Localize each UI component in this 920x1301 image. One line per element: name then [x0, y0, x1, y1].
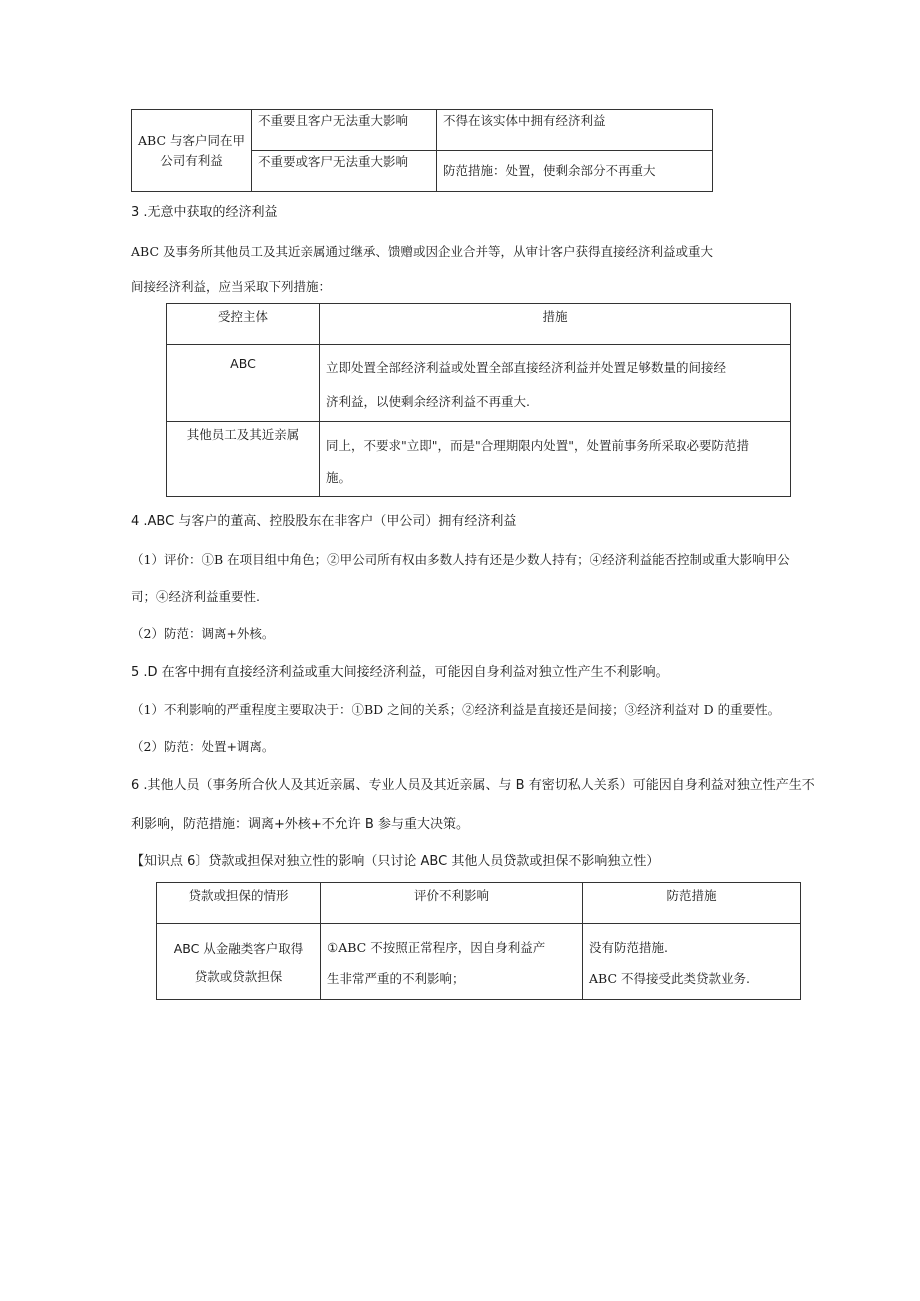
cell-line: 生非常严重的不利影响； [327, 970, 465, 986]
table-header: 贷款或担保的情形 [157, 883, 321, 924]
knowledge-point-heading: 【知识点 6〕贷款或担保对独立性的影响（只讨论 ABC 其他人员贷款或担保不影响独立性） [131, 854, 660, 869]
paragraph-line: （1）评价：①B 在项目组中角色；②甲公司所有权由多数人持有还是少数人持有；④经济利益能否控制或重大影响甲公 [131, 552, 790, 567]
cell-line: 公司有利益 [160, 152, 223, 168]
table-header: 防范措施 [583, 883, 801, 924]
table-cell-measure [583, 924, 801, 1000]
table-header: 受控主体 [167, 304, 320, 345]
cell-line: 济利益，以使剩余经济利益不再重大. [326, 394, 530, 409]
table-related-interest [131, 109, 713, 192]
section-heading-6: 6 .其他人员（事务所合伙人及其近亲属、专业人员及其近亲属、与 B 有密切私人关系）可能因自身利益对独立性产生不 [131, 778, 815, 793]
cell-line: 没有防范措施. [589, 939, 668, 955]
cell-line: ABC 与客户同在甲 [138, 132, 245, 148]
section-heading-4: 4 .ABC 与客户的董高、控股股东在非客户（甲公司）拥有经济利益 [131, 514, 517, 529]
paragraph-line: ABC 及事务所其他员工及其近亲属通过继承、馈赠或因企业合并等，从审计客户获得直接经济利益或重大 [131, 244, 713, 259]
table-header: 评价不利影响 [321, 883, 583, 924]
table-cell-condition: 不重要或客尸无法重大影响 [252, 151, 437, 192]
paragraph-line: 利影响，防范措施：调离+外核+不允许 B 参与重大决策。 [131, 817, 469, 832]
table-cell-measure [320, 422, 791, 497]
table-cell-situation [157, 924, 321, 1000]
table-cell-subject: ABC [167, 345, 320, 422]
paragraph-line: （2）防范：调离+外核。 [131, 626, 275, 641]
cell-line: ①ABC 不按照正常程序，因自身利益产 [327, 939, 546, 955]
cell-line: 立即处置全部经济利益或处置全部直接经济利益并处置足够数量的间接经 [326, 360, 727, 375]
paragraph-line: 间接经济利益，应当采取下列措施： [131, 279, 332, 294]
table-cell-condition: 不重要且客户无法重大影响 [252, 110, 437, 151]
paragraph-line: 司；④经济利益重要性. [131, 589, 260, 604]
table-cell-subject: 其他员工及其近亲属 [167, 422, 320, 497]
cell-line: ABC 不得接受此类贷款业务. [589, 970, 750, 986]
section-heading-5: 5 .D 在客中拥有直接经济利益或重大间接经济利益，可能因自身利益对独立性产生不利影响。 [131, 665, 669, 680]
paragraph-line: （2）防范：处置+调离。 [131, 739, 275, 754]
table-cell-measure: 防范措施：处置，使剩余部分不再重大 [437, 151, 713, 192]
table-inadvertent-interest [166, 303, 791, 497]
table-loans-guarantees [156, 882, 801, 1000]
table-header: 措施 [320, 304, 791, 345]
cell-line: 同上，不要求"立即"，而是"合理期限内处置"，处置前事务所采取必要防范措 [326, 438, 749, 453]
section-heading-3: 3 .无意中获取的经济利益 [131, 205, 278, 220]
cell-line: 施。 [326, 470, 352, 485]
table-row-label [132, 110, 252, 192]
table-cell-measure: 不得在该实体中拥有经济利益 [437, 110, 713, 151]
paragraph-line: （1）不利影响的严重程度主要取决于：①BD 之间的关系；②经济利益是直接还是间接；③经济利益对 D 的重要性。 [131, 702, 781, 717]
table-cell-impact [321, 924, 583, 1000]
cell-line: ABC 从金融类客户取得 [173, 940, 304, 956]
table-cell-measure [320, 345, 791, 422]
cell-line: 贷款或贷款担保 [194, 968, 283, 984]
